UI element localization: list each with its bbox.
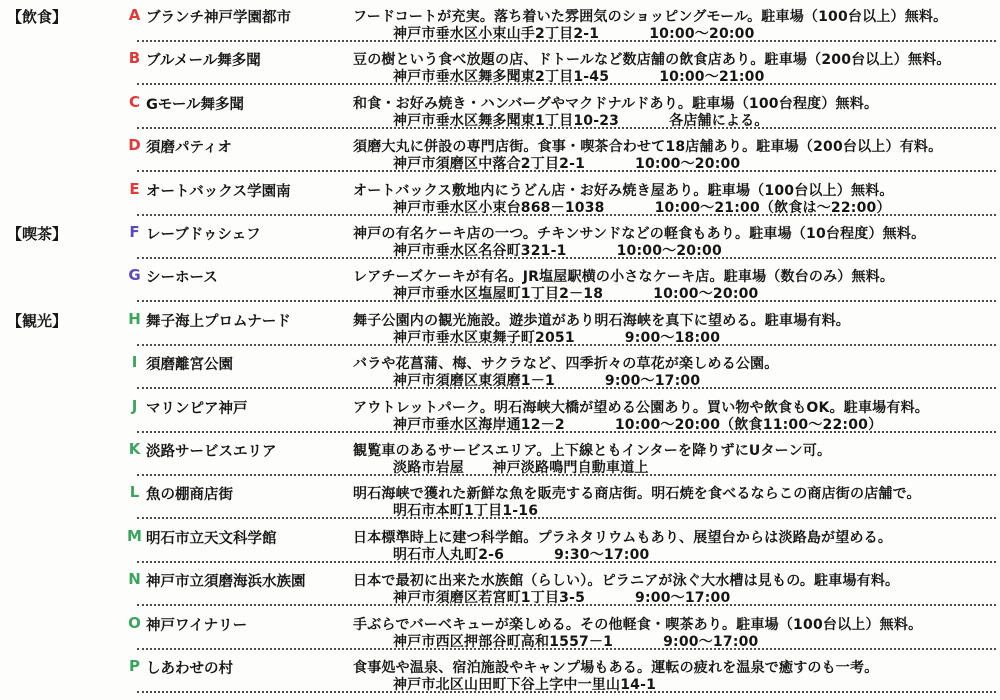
entry-name: レーブドゥシェフ bbox=[146, 227, 261, 243]
entry-letter: F bbox=[129, 223, 140, 241]
entry-description: 和食・お好み焼き・ハンバーグやマクドナルドあり。駐車場（100台程度）無料。 bbox=[353, 95, 879, 112]
entry-name: Gモール舞多聞 bbox=[146, 96, 245, 113]
entry-name: ブルメール舞多聞 bbox=[146, 53, 261, 70]
list-item bbox=[0, 439, 1000, 483]
entry-description: 豆の樹という食べ放題の店、ドトールなど数店舗の飲食店あり。駐車場（200台以上）無料。 bbox=[353, 52, 951, 69]
list-item bbox=[0, 222, 1000, 266]
category-label: 【飲食】 bbox=[7, 8, 68, 26]
entry-hours: 10:00～21:00 bbox=[659, 69, 765, 86]
entry-letter: B bbox=[128, 49, 141, 68]
list-item bbox=[0, 48, 1000, 92]
row-separator bbox=[137, 431, 996, 433]
entry-address: 神戸市垂水区名谷町321-1 bbox=[393, 243, 567, 259]
entry-letter: N bbox=[128, 570, 141, 589]
entry-description: 舞子公園内の観光施設。遊歩道があり明石海峡を真下に望める。駐車場有料。 bbox=[353, 312, 850, 329]
entry-name: ブランチ神戸学園都市 bbox=[146, 10, 291, 26]
entry-hours: 9:30～17:00 bbox=[554, 546, 650, 563]
entry-name: シーホース bbox=[146, 270, 218, 287]
row-separator bbox=[137, 127, 996, 129]
entry-hours: 10:00～21:00（飲食は～22:00） bbox=[654, 199, 891, 216]
entry-address: 明石市人丸町2-6 bbox=[393, 546, 505, 563]
entry-description: 日本標準時上に建つ科学館。プラネタリウムもあり、展望台からは淡路島が望める。 bbox=[353, 529, 893, 546]
list-item bbox=[0, 613, 1000, 657]
entry-hours: 10:00～20:00 bbox=[635, 156, 741, 173]
entry-description: 須磨大丸に併設の専門店街。食事・喫茶合わせて18店舗あり。駐車場（200台以上）有料。 bbox=[353, 139, 943, 156]
entry-letter: C bbox=[128, 92, 140, 111]
entry-letter: J bbox=[131, 396, 138, 415]
row-separator bbox=[137, 40, 996, 42]
entry-address: 明石市本町1丁目1-16 bbox=[393, 503, 539, 520]
entry-address: 神戸市垂水区舞多聞東2丁目1-45 bbox=[393, 69, 610, 86]
list-item bbox=[0, 265, 1000, 309]
entry-letter: K bbox=[128, 440, 141, 458]
entry-letter: P bbox=[129, 657, 140, 675]
entry-description: オートバックス敷地内にうどん店・お好み焼き屋あり。駐車場（100台以上）無料。 bbox=[353, 182, 894, 199]
row-separator bbox=[137, 604, 996, 606]
entry-description: 手ぶらでバーベキューが楽しめる。その他軽食・喫茶あり。駐車場（100台以上）無料。 bbox=[353, 616, 923, 633]
list-item bbox=[0, 569, 1000, 613]
entry-address: 神戸市須磨区中落合2丁目2-1 bbox=[393, 156, 586, 173]
entry-letter: I bbox=[131, 353, 138, 372]
entry-hours: 10:00～20:00 bbox=[616, 243, 722, 259]
list-item bbox=[0, 526, 1000, 570]
entry-name: 明石市立天文科学館 bbox=[146, 530, 277, 547]
entry-address: 神戸市垂水区小束山手2丁目2-1 bbox=[393, 26, 600, 42]
row-separator bbox=[137, 300, 996, 302]
list-item bbox=[0, 352, 1000, 396]
entry-hours: 10:00～20:00 bbox=[649, 26, 755, 42]
entry-name: 須磨パティオ bbox=[146, 140, 232, 157]
entry-letter: H bbox=[128, 309, 141, 328]
entry-address: 神戸市西区押部谷町高和1557－1 bbox=[393, 633, 614, 650]
entry-address: 神戸市垂水区小束台868－1038 bbox=[393, 199, 605, 216]
category-label: 【観光】 bbox=[7, 311, 68, 330]
entry-name: マリンピア神戸 bbox=[146, 400, 248, 417]
list-item bbox=[0, 179, 1000, 223]
entry-hours: 各店舗による。 bbox=[669, 112, 769, 129]
entry-description: レアチーズケーキが有名。JR塩屋駅横の小さなケーキ店。駐車場（数台のみ）無料。 bbox=[353, 269, 895, 286]
entry-hours: 9:00～17:00 bbox=[604, 373, 701, 390]
row-separator bbox=[137, 474, 996, 476]
entry-description: バラや花菖蒲、梅、サクラなど、四季折々の草花が楽しめる公園。 bbox=[353, 356, 779, 373]
entry-hours: 9:00～18:00 bbox=[624, 329, 721, 346]
entry-hours: 9:00～17:00 bbox=[635, 590, 731, 607]
list-item bbox=[0, 656, 1000, 700]
entry-hours: 10:00～20:00 bbox=[653, 286, 759, 303]
row-separator bbox=[137, 517, 996, 519]
list-item bbox=[0, 482, 1000, 526]
entry-address: 神戸市垂水区塩屋町1丁目2－18 bbox=[393, 286, 604, 303]
entry-address: 神戸市垂水区東舞子町2051 bbox=[393, 329, 575, 346]
entry-letter: D bbox=[128, 136, 141, 155]
entry-description: 日本で最初に出来た水族館（らしい）。ピラニアが泳ぐ大水槽は見もの。駐車場有料。 bbox=[353, 573, 900, 590]
entry-address: 神戸市垂水区海岸通12－2 bbox=[393, 416, 565, 433]
entry-letter: A bbox=[128, 6, 141, 24]
entry-name: 神戸市立須磨海浜水族園 bbox=[146, 574, 306, 591]
list-item bbox=[0, 309, 1000, 353]
row-separator bbox=[137, 387, 996, 389]
entry-address: 神戸市垂水区舞多聞東1丁目10-23 bbox=[393, 112, 620, 129]
entry-hours: 9:00～17:00 bbox=[663, 633, 759, 650]
entry-name: 淡路サービスエリア bbox=[146, 444, 277, 460]
category-label: 【喫茶】 bbox=[7, 225, 68, 243]
entry-address: 淡路市岩屋 神戸淡路鳴門自動車道上 bbox=[393, 460, 649, 476]
entry-letter: G bbox=[128, 266, 141, 285]
list-item bbox=[0, 135, 1000, 179]
row-separator bbox=[137, 691, 996, 693]
entry-address: 神戸市北区山田町下谷上字中一里山14-1 bbox=[393, 677, 657, 693]
list-item bbox=[0, 396, 1000, 440]
entry-description: 観覧車のあるサービスエリア。上下線ともインターを降りずにUターン可。 bbox=[353, 443, 832, 459]
entry-description: フードコートが充実。落ち着いた雰囲気のショッピングモール。駐車場（100台以上）無料。 bbox=[353, 9, 948, 25]
entry-name: 神戸ワイナリー bbox=[146, 617, 248, 634]
list-item bbox=[0, 5, 1000, 49]
row-separator bbox=[137, 257, 996, 259]
entry-letter: M bbox=[127, 526, 142, 545]
entry-hours: 10:00～20:00（飲食11:00～22:00） bbox=[614, 416, 883, 433]
entry-description: 明石海峡で獲れた新鮮な魚を販売する商店街。明石焼を食べるならこの商店街の店舗で。 bbox=[353, 486, 921, 503]
entry-description: 神戸の有名ケーキ店の一つ。チキンサンドなどの軽食もあり。駐車場（10台程度）無料。 bbox=[353, 226, 926, 242]
entry-name: しあわせの村 bbox=[146, 661, 233, 677]
row-separator bbox=[137, 83, 996, 85]
row-separator bbox=[137, 648, 996, 650]
entry-address: 神戸市須磨区若宮町1丁目3-5 bbox=[393, 590, 586, 607]
row-separator bbox=[137, 344, 996, 346]
row-separator bbox=[137, 561, 996, 563]
entry-letter: L bbox=[129, 483, 140, 502]
entry-letter: E bbox=[129, 179, 140, 198]
entry-description: アウトレットパーク。明石海峡大橋が望める公園あり。買い物や飲食もOK。駐車場有料。 bbox=[353, 399, 929, 416]
entry-address: 神戸市須磨区東須磨1－1 bbox=[393, 373, 555, 390]
entry-letter: O bbox=[128, 613, 141, 632]
entry-name: 魚の棚商店街 bbox=[146, 487, 233, 504]
entry-name: 舞子海上プロムナード bbox=[146, 313, 291, 330]
row-separator bbox=[137, 214, 996, 216]
entry-name: オートバックス学園南 bbox=[146, 183, 291, 200]
entry-description: 食事処や温泉、宿泊施設やキャンプ場もある。運転の疲れを温泉で癒すのも一考。 bbox=[353, 660, 879, 676]
row-separator bbox=[137, 170, 996, 172]
list-item bbox=[0, 92, 1000, 136]
entry-name: 須磨離宮公園 bbox=[146, 357, 233, 374]
